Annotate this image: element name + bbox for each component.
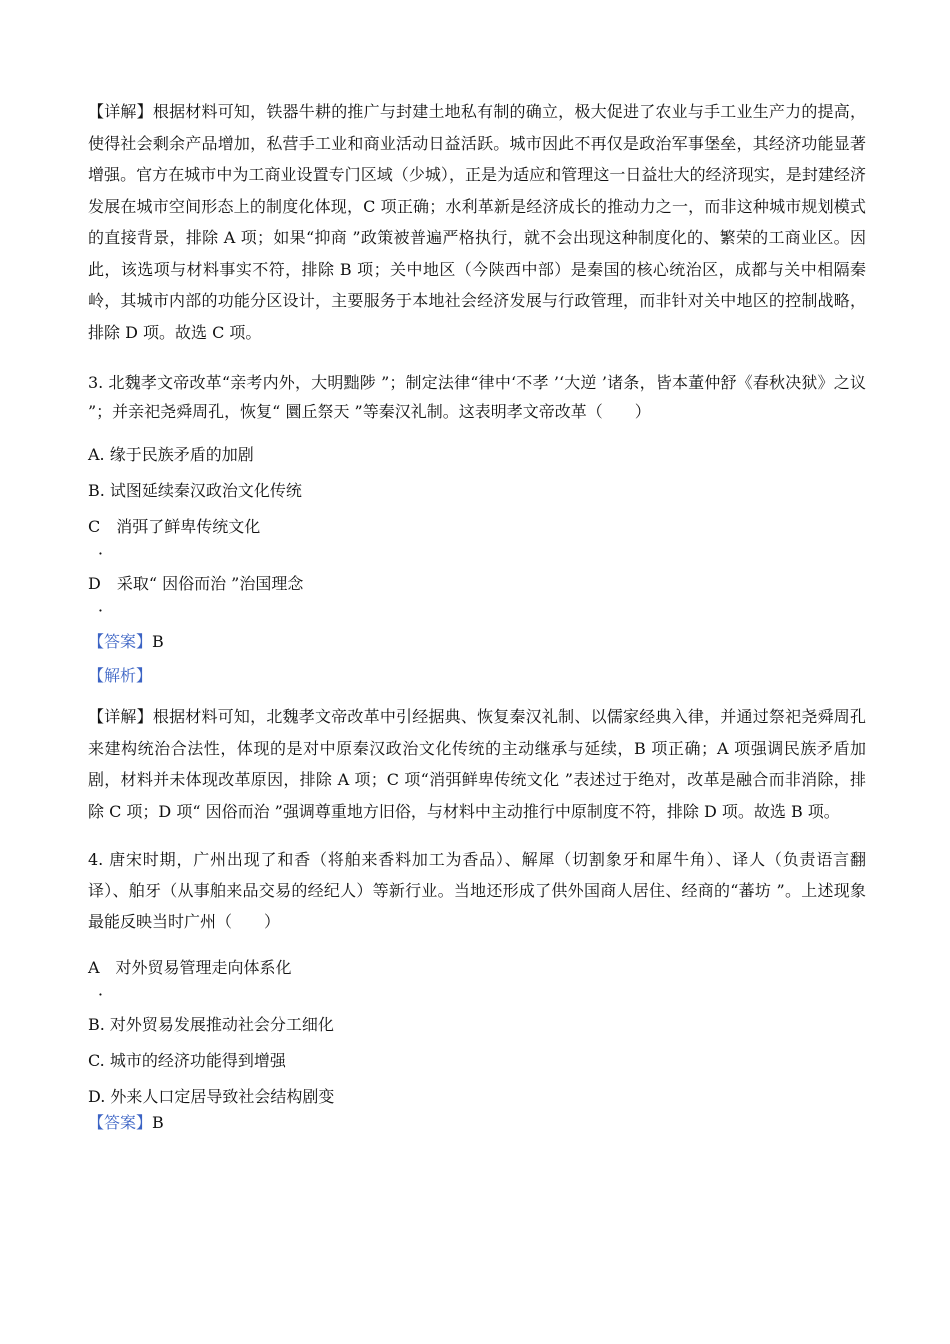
answer-value: B bbox=[152, 632, 164, 651]
document-page bbox=[88, 96, 866, 1134]
question-3-stem: 3. 北魏孝文帝改革“亲考内外，大明黜陟 ”；制定法律“律中‘不孝 ’‘大逆 ’诸条，皆本董仲舒《春秋决狱》之议 ”；并亲祀尧舜周孔，恢复“ 圜丘祭天 ”等秦汉礼制。这表明孝文帝改革（ ） bbox=[88, 373, 866, 421]
question-3-analysis-heading bbox=[88, 665, 866, 687]
answer-tag: 【答案】 bbox=[88, 1113, 153, 1132]
answer-value: B bbox=[152, 1113, 164, 1132]
question-4-option-b: B. 对外贸易发展推动社会分工细化 bbox=[88, 1015, 334, 1034]
question-4-option-d: D. 外来人口定居导致社会结构剧变 bbox=[88, 1087, 335, 1106]
question-3-option-c-dot: ． bbox=[98, 539, 115, 558]
question-4-option-a: A 对外贸易管理走向体系化 bbox=[88, 958, 292, 977]
question-3-option-c: C 消弭了鲜卑传统文化 bbox=[88, 517, 261, 536]
question-3-option-d: D 采取“ 因俗而治 ”治国理念 bbox=[88, 574, 304, 593]
analysis-tag: 【解析】 bbox=[88, 666, 153, 685]
question-3-option-a: A. 缘于民族矛盾的加剧 bbox=[88, 445, 254, 464]
question-4-option-a-dot: ． bbox=[98, 980, 115, 999]
question-3-option-b: B. 试图延续秦汉政治文化传统 bbox=[88, 481, 302, 500]
answer-tag: 【答案】 bbox=[88, 632, 153, 651]
question-3-option-d-dot: ． bbox=[98, 596, 115, 615]
detail-text: 根据材料可知，北魏孝文帝改革中引经据典、恢复秦汉礼制、以儒家经典入律，并通过祭祀尧舜周孔来建构统治合法性，体现的是对中原秦汉政治文化传统的主动继承与延续，B 项正确；A 项强调民族矛盾加剧，材料并未体现改革原因，排除 A 项；C 项“消弭鲜卑传统文化 ”表述过于绝对，改革是融合而非消除，排除 C 项；D 项“ 因俗而治 ”强调尊重地方旧俗，与材料中主动推行中原制度不符，排除 D 项。故选 B 项。 bbox=[88, 707, 866, 821]
question-3-answer bbox=[88, 631, 866, 653]
detail-text: 根据材料可知，铁器牛耕的推广与封建土地私有制的确立，极大促进了农业与手工业生产力的提高，使得社会剩余产品增加，私营手工业和商业活动日益活跃。城市因此不再仅是政治军事堡垒，其经济功能显著增强。官方在城市中为工商业设置专门区域（少城），正是为适应和管理这一日益壮大的经济现实，是封建经济发展在城市空间形态上的制度化体现，C 项正确；水利革新是经济成长的推动力之一，而非这种城市规划模式的直接背景，排除 A 项；如果“抑商 ”政策被普遍严格执行，就不会出现这种制度化的、繁荣的工商业区。因此，该选项与材料事实不符，排除 B 项；关中地区（今陕西中部）是秦国的核心统治区，成都与关中相隔秦岭，其城市内部的功能分区设计，主要服务于本地社会经济发展与行政管理，而非针对关中地区的控制战略，排除 D 项。故选 C 项。 bbox=[88, 102, 866, 342]
question-4-answer bbox=[88, 1112, 866, 1134]
detail-tag: 【详解】 bbox=[88, 707, 153, 726]
detail-tag: 【详解】 bbox=[88, 102, 153, 121]
q2-detail-paragraph bbox=[88, 96, 866, 348]
question-4-option-c: C. 城市的经济功能得到增强 bbox=[88, 1051, 286, 1070]
question-3-detail bbox=[88, 701, 866, 827]
question-4-stem: 4. 唐宋时期，广州出现了和香（将舶来香料加工为香品）、解犀（切割象牙和犀牛角）、译人（负责语言翻译）、舶牙（从事舶来品交易的经纪人）等新行业。当地还形成了供外国商人居住、经商的“蕃坊 ”。上述现象最能反映当时广州（ ） bbox=[88, 850, 866, 931]
